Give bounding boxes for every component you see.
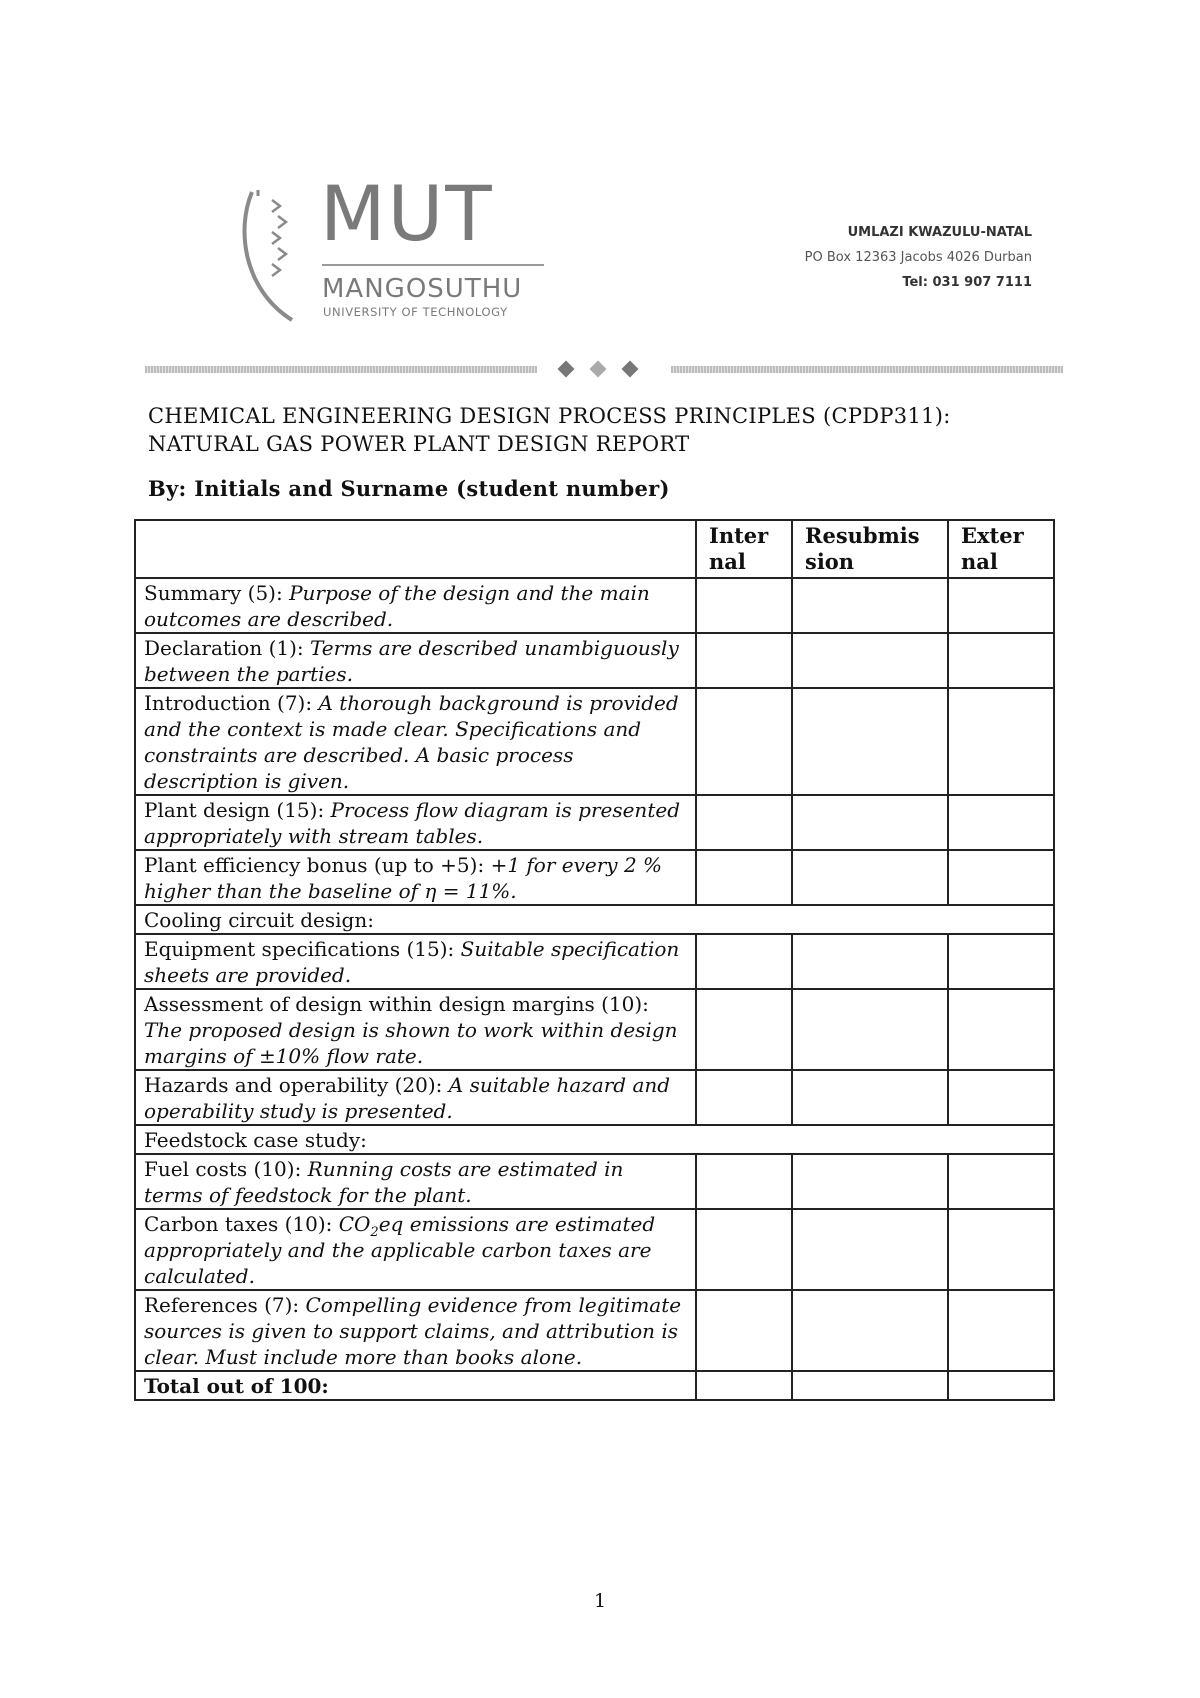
criterion-label: References (7): [144, 1293, 306, 1317]
table-row [135, 1209, 1054, 1290]
internal-mark-cell[interactable] [696, 1290, 792, 1371]
table-row [135, 578, 1054, 633]
resubmission-total-cell[interactable] [792, 1371, 948, 1400]
author-byline: By: Initials and Surname (student number) [148, 476, 670, 501]
logo-wordmark: MUT [320, 169, 494, 258]
logo-subtitle: UNIVERSITY OF TECHNOLOGY [323, 305, 508, 319]
criterion-description: Compelling evidence from legitimate sources is given to support claims, and attribution is clear. Must include more than books alone. [144, 1293, 682, 1369]
header-internal: Inter nal [696, 520, 792, 578]
external-mark-cell[interactable] [948, 1290, 1054, 1371]
internal-mark-cell[interactable] [696, 1154, 792, 1209]
internal-mark-cell[interactable] [696, 1070, 792, 1125]
section-heading: Feedstock case study: [135, 1125, 1054, 1154]
diamond-icon [622, 361, 639, 378]
criterion-cell [135, 633, 696, 688]
external-mark-cell[interactable] [948, 578, 1054, 633]
table-row [135, 795, 1054, 850]
header-criterion [135, 520, 696, 578]
resubmission-mark-cell[interactable] [792, 1209, 948, 1290]
external-mark-cell[interactable] [948, 1070, 1054, 1125]
header-divider [145, 358, 1063, 382]
resubmission-mark-cell[interactable] [792, 688, 948, 795]
table-row [135, 1154, 1054, 1209]
title-line-1: CHEMICAL ENGINEERING DESIGN PROCESS PRINCIPLES (CPDP311): [148, 404, 951, 428]
resubmission-mark-cell[interactable] [792, 633, 948, 688]
criterion-label: Assessment of design within design margins (10): [144, 992, 649, 1016]
criterion-label: Declaration (1): [144, 636, 311, 660]
resubmission-mark-cell[interactable] [792, 850, 948, 905]
criterion-label: Plant efficiency bonus (up to +5): [144, 853, 491, 877]
internal-mark-cell[interactable] [696, 934, 792, 989]
external-mark-cell[interactable] [948, 989, 1054, 1070]
divider-bar-left [145, 366, 537, 373]
table-row [135, 989, 1054, 1070]
table-row [135, 633, 1054, 688]
table-row [135, 850, 1054, 905]
resubmission-mark-cell[interactable] [792, 1070, 948, 1125]
criterion-label: Plant design (15): [144, 798, 331, 822]
criterion-cell [135, 989, 696, 1070]
external-mark-cell[interactable] [948, 795, 1054, 850]
external-mark-cell[interactable] [948, 1209, 1054, 1290]
external-mark-cell[interactable] [948, 1154, 1054, 1209]
criterion-cell [135, 850, 696, 905]
marking-rubric-table [134, 519, 1055, 1401]
diamond-icon [558, 361, 575, 378]
internal-mark-cell[interactable] [696, 578, 792, 633]
logo-emblem-icon [238, 190, 318, 325]
criterion-description: A thorough background is provided and the context is made clear. Specifications and constraints are described. A basic process description is given. [144, 691, 679, 793]
criterion-cell [135, 1154, 696, 1209]
external-mark-cell[interactable] [948, 850, 1054, 905]
section-row [135, 905, 1054, 934]
divider-bar-right [671, 366, 1063, 373]
total-label: Total out of 100: [135, 1371, 696, 1400]
criterion-cell [135, 795, 696, 850]
logo-university-name: MANGOSUTHU [322, 274, 523, 304]
resubmission-mark-cell[interactable] [792, 578, 948, 633]
criterion-label: Summary (5): [144, 581, 290, 605]
subscript-2: 2 [370, 1225, 379, 1240]
external-mark-cell[interactable] [948, 934, 1054, 989]
diamond-icon [590, 361, 607, 378]
criterion-description: The proposed design is shown to work within design margins of ±10% flow rate. [144, 1018, 678, 1068]
internal-mark-cell[interactable] [696, 633, 792, 688]
internal-mark-cell[interactable] [696, 795, 792, 850]
table-row [135, 934, 1054, 989]
external-mark-cell[interactable] [948, 688, 1054, 795]
total-row [135, 1371, 1054, 1400]
criterion-cell [135, 934, 696, 989]
resubmission-mark-cell[interactable] [792, 1290, 948, 1371]
resubmission-mark-cell[interactable] [792, 795, 948, 850]
criterion-cell [135, 1209, 696, 1290]
criterion-label: Hazards and operability (20): [144, 1073, 449, 1097]
criterion-description: Process flow diagram is presented appropriately with stream tables. [144, 798, 680, 848]
address-location: UMLAZI KWAZULU-NATAL [847, 225, 1032, 240]
address-telephone: Tel: 031 907 7111 [902, 275, 1032, 290]
criterion-description: A suitable hazard and operability study is presented. [144, 1073, 671, 1123]
criterion-description: Terms are described unambiguously between the parties. [144, 636, 679, 686]
title-line-2: NATURAL GAS POWER PLANT DESIGN REPORT [148, 432, 690, 456]
table-row [135, 1070, 1054, 1125]
university-logo [238, 169, 548, 325]
internal-total-cell[interactable] [696, 1371, 792, 1400]
logo-rule [322, 264, 544, 266]
section-row [135, 1125, 1054, 1154]
address-po-box: PO Box 12363 Jacobs 4026 Durban [804, 250, 1032, 265]
criterion-description: Purpose of the design and the main outcomes are described. [144, 581, 650, 631]
resubmission-mark-cell[interactable] [792, 934, 948, 989]
criterion-description: +1 for every 2 % higher than the baseline of η = 11%. [144, 853, 663, 903]
table-row [135, 1290, 1054, 1371]
criterion-cell [135, 578, 696, 633]
criterion-label: Equipment specifications (15): [144, 937, 461, 961]
internal-mark-cell[interactable] [696, 850, 792, 905]
resubmission-mark-cell[interactable] [792, 1154, 948, 1209]
criterion-label: Introduction (7): [144, 691, 319, 715]
criterion-cell [135, 1290, 696, 1371]
internal-mark-cell[interactable] [696, 1209, 792, 1290]
criterion-label: Fuel costs (10): [144, 1157, 308, 1181]
criterion-label: Carbon taxes (10): [144, 1212, 339, 1236]
external-total-cell[interactable] [948, 1371, 1054, 1400]
criterion-description: Running costs are estimated in terms of feedstock for the plant. [144, 1157, 624, 1207]
criterion-description: eq emissions are estimated appropriately and the applicable carbon taxes are calculated. [144, 1212, 656, 1288]
table-header-row [135, 520, 1054, 578]
table-row [135, 688, 1054, 795]
internal-mark-cell[interactable] [696, 989, 792, 1070]
university-address [805, 220, 1032, 295]
criterion-cell [135, 688, 696, 795]
criterion-cell [135, 1070, 696, 1125]
criterion-description: Suitable specification sheets are provided. [144, 937, 680, 987]
header-resubmission: Resubmis sion [792, 520, 948, 578]
header-external: Exter nal [948, 520, 1054, 578]
resubmission-mark-cell[interactable] [792, 989, 948, 1070]
criterion-description-prefix: CO [338, 1212, 371, 1236]
document-title [148, 402, 1068, 458]
external-mark-cell[interactable] [948, 633, 1054, 688]
section-heading: Cooling circuit design: [135, 905, 1054, 934]
internal-mark-cell[interactable] [696, 688, 792, 795]
page-number: 1 [593, 1590, 607, 1612]
